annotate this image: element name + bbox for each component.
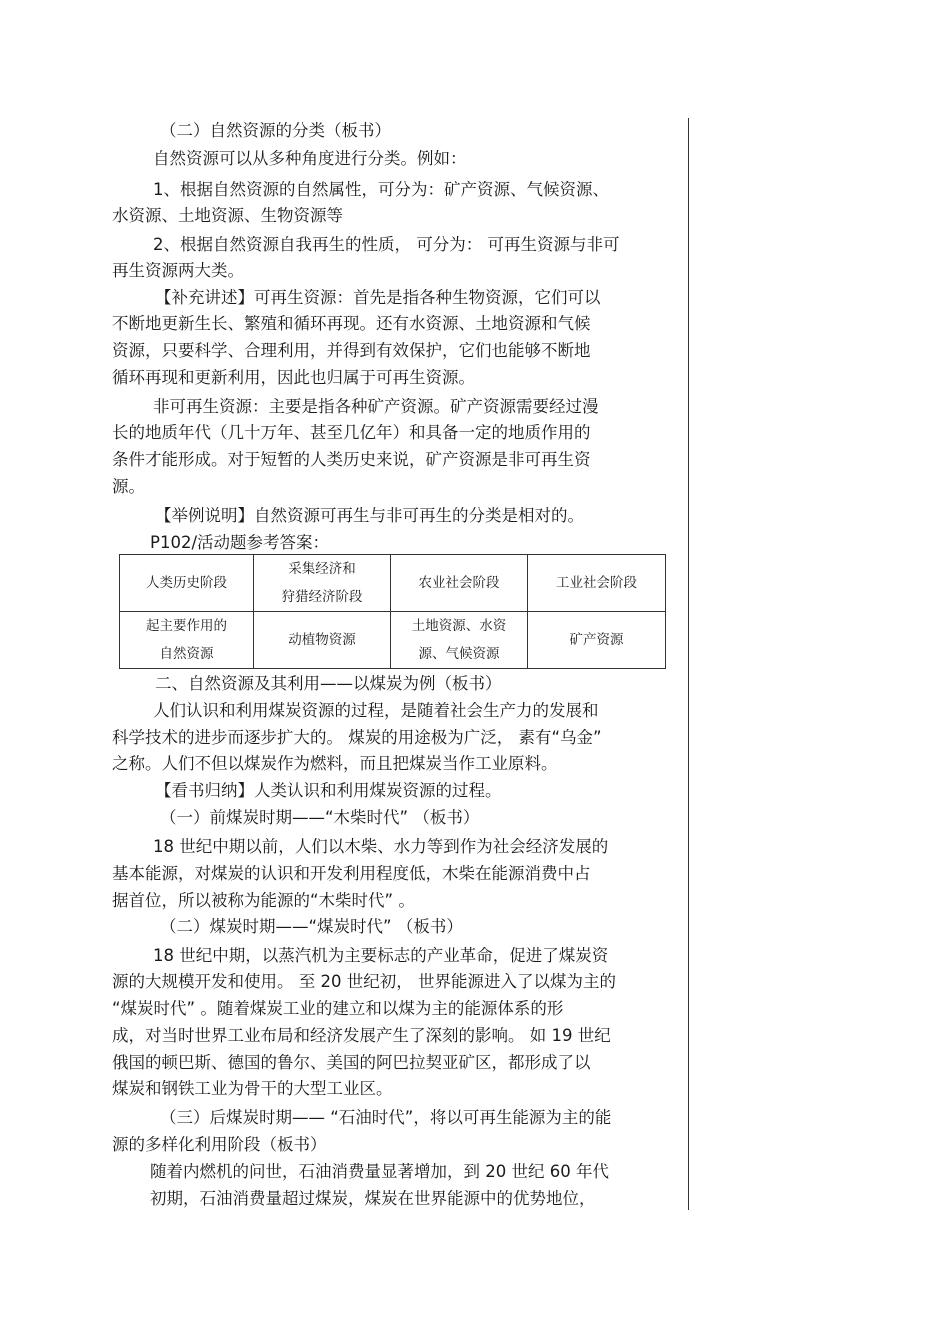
paragraph-line: 非可再生资源：主要是指各种矿产资源。矿产资源需要经过漫	[153, 397, 599, 416]
paragraph-line: 源的多样化利用阶段（板书）	[112, 1135, 327, 1154]
paragraph-line: 水资源、土地资源、生物资源等	[112, 206, 343, 225]
paragraph-line: 煤炭和钢铁工业为骨干的大型工业区。	[112, 1079, 393, 1098]
table-cell: 土地资源、水资 源、气候资源	[391, 612, 528, 669]
paragraph-line: 随着内燃机的问世，石油消费量显著增加，到 20 世纪 60 年代	[150, 1162, 609, 1181]
section-heading: （三）后煤炭时期—— “石油时代”，将以可再生能源为主的能	[160, 1108, 612, 1127]
paragraph-line: 【补充讲述】可再生资源：首先是指各种生物资源，它们可以	[155, 288, 601, 307]
section-heading: （二）自然资源的分类（板书）	[160, 121, 391, 140]
paragraph-line: 自然资源可以从多种角度进行分类。例如：	[153, 149, 467, 168]
paragraph-line: “煤炭时代” 。随着煤炭工业的建立和以煤为主的能源体系的形	[112, 999, 564, 1018]
paragraph-line: 成，对当时世界工业布局和经济发展产生了深刻的影响。 如 19 世纪	[112, 1026, 611, 1045]
paragraph-line: 条件才能形成。对于短暂的人类历史来说，矿产资源是非可再生资	[112, 450, 591, 469]
table-row	[120, 612, 666, 669]
paragraph-line: 【举例说明】自然资源可再生与非可再生的分类是相对的。	[155, 506, 584, 525]
paragraph-line: 循环再现和更新利用，因此也归属于可再生资源。	[112, 368, 475, 387]
margin-rule	[688, 118, 689, 1210]
paragraph-line: 【看书归纳】人类认识和利用煤炭资源的过程。	[155, 781, 502, 800]
paragraph-line: 源。	[112, 477, 145, 496]
paragraph-line: 基本能源，对煤炭的认识和开发利用程度低，木柴在能源消费中占	[112, 864, 591, 883]
paragraph-line: 18 世纪中期以前，人们以木柴、水力等到作为社会经济发展的	[153, 837, 609, 856]
paragraph-line: 初期，石油消费量超过煤炭，煤炭在世界能源中的优势地位，	[150, 1189, 596, 1208]
paragraph-line: 2、根据自然资源自我再生的性质， 可分为： 可再生资源与非可	[153, 235, 620, 254]
paragraph-line: 不断地更新生长、繁殖和循环再现。还有水资源、土地资源和气候	[112, 314, 591, 333]
paragraph-line: 之称。人们不但以煤炭作为燃料，而且把煤炭当作工业原料。	[112, 754, 558, 773]
table-cell: 工业社会阶段	[528, 555, 666, 612]
table-cell: 采集经济和 狩猎经济阶段	[254, 555, 391, 612]
paragraph-line: 俄国的顿巴斯、德国的鲁尔、美国的阿巴拉契亚矿区，都形成了以	[112, 1053, 591, 1072]
section-heading: （二）煤炭时期——“煤炭时代” （板书）	[160, 917, 463, 936]
activity-answer-table	[119, 554, 666, 669]
paragraph-line: 据首位，所以被称为能源的“木柴时代” 。	[112, 891, 415, 910]
table-cell: 起主要作用的 自然资源	[120, 612, 254, 669]
table-cell: 农业社会阶段	[391, 555, 528, 612]
paragraph-line: 科学技术的进步而逐步扩大的。 煤炭的用途极为广泛， 素有“乌金”	[112, 728, 602, 747]
table-cell: 人类历史阶段	[120, 555, 254, 612]
paragraph-line: 源的大规模开发和使用。 至 20 世纪初， 世界能源进入了以煤为主的	[112, 972, 616, 991]
section-heading: （一）前煤炭时期——“木柴时代” （板书）	[160, 808, 480, 827]
table-row	[120, 555, 666, 612]
section-heading: 二、自然资源及其利用——以煤炭为例（板书）	[155, 674, 502, 693]
paragraph-line: 再生资源两大类。	[112, 261, 244, 280]
paragraph-line: 长的地质年代（几十万年、甚至几亿年）和具备一定的地质作用的	[112, 423, 591, 442]
paragraph-line: 1、根据自然资源的自然属性，可分为：矿产资源、气候资源、	[153, 180, 609, 199]
table-cell: 矿产资源	[528, 612, 666, 669]
paragraph-line: 资源，只要科学、合理利用，并得到有效保护，它们也能够不断地	[112, 341, 591, 360]
paragraph-line: 人们认识和利用煤炭资源的过程，是随着社会生产力的发展和	[153, 701, 599, 720]
paragraph-line: 18 世纪中期，以蒸汽机为主要标志的产业革命，促进了煤炭资	[153, 946, 609, 965]
table-cell: 动植物资源	[254, 612, 391, 669]
table-caption: P102/活动题参考答案：	[150, 533, 330, 552]
